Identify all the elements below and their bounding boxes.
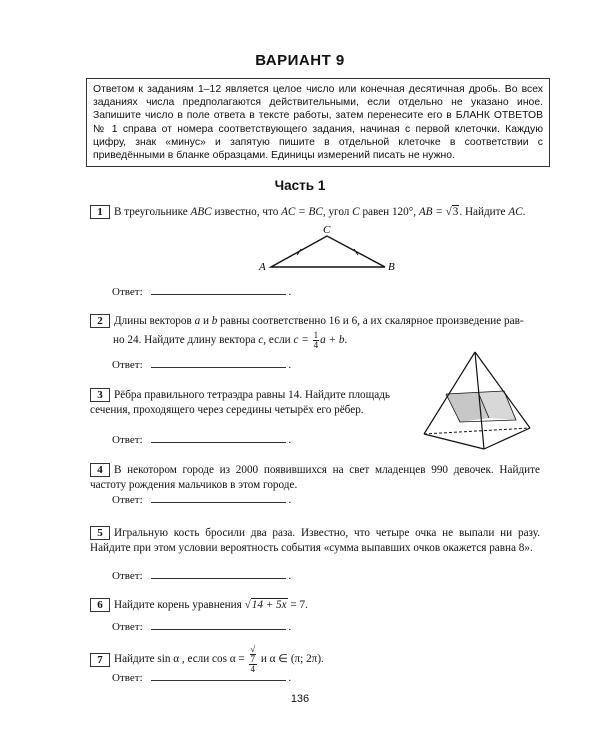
answer-label: Ответ: bbox=[112, 494, 143, 506]
task-text: известно, что bbox=[211, 206, 282, 218]
instructions-box: Ответом к заданиям 1–12 является целое число или конечная десятичная дробь. Во всех заданиях числа предполагаются действительными, если отдельно не указано иное. Запишите число в поле ответа в тексте работы, затем перенесите его в БЛАНК ОТВЕТОВ № 1 справа от номера соответствующего задания, начиная с первой клеточки. Каждую цифру, знак «минус» и запятую пишите в отдельной клеточке в соответствии с приведёнными в бланке образцами. Единицы измерений писать не нужно. bbox=[86, 78, 550, 167]
vertex-b-label: B bbox=[388, 261, 395, 273]
answer-label: Ответ: bbox=[112, 672, 143, 684]
answer-field-7[interactable] bbox=[112, 671, 291, 684]
math-text: ABC bbox=[190, 206, 212, 218]
task-number: 4 bbox=[90, 463, 110, 477]
answer-field-1[interactable] bbox=[112, 285, 291, 298]
math-text: 14 + 5x bbox=[251, 599, 287, 611]
answer-label: Ответ: bbox=[112, 570, 143, 582]
answer-label: Ответ: bbox=[112, 621, 143, 633]
math-text: c = bbox=[293, 334, 312, 347]
tetrahedron-figure bbox=[418, 348, 536, 458]
answer-label: Ответ: bbox=[112, 286, 143, 298]
math-text: AC bbox=[508, 206, 523, 218]
task-number: 7 bbox=[90, 653, 110, 667]
page-number: 136 bbox=[290, 693, 310, 705]
math-text: AC = BC bbox=[281, 206, 323, 218]
answer-field-3[interactable] bbox=[112, 433, 291, 446]
task-text: равны соответственно 16 и 6, а их скалярное произведение рав- bbox=[217, 315, 524, 327]
answer-field-6[interactable] bbox=[112, 620, 291, 633]
math-text: AB = bbox=[418, 206, 446, 218]
answer-field-5[interactable] bbox=[112, 569, 291, 582]
task-text: , если bbox=[263, 334, 294, 347]
task-6: 6 Найдите корень уравнения √14 + 5x = 7. bbox=[90, 598, 540, 613]
task-7 bbox=[90, 645, 540, 674]
answer-label: Ответ: bbox=[112, 359, 143, 371]
task-text: В некотором городе из 2000 появившихся на свет младенцев 990 девочек. Найдите частоту рождения мальчиков в этом городе. bbox=[90, 464, 540, 491]
task-text: и α ∈ (π; 2π). bbox=[258, 653, 324, 666]
answer-end: . bbox=[288, 494, 292, 506]
answer-field-2[interactable] bbox=[112, 358, 291, 371]
math-text: 3 bbox=[452, 206, 459, 218]
math-text: C bbox=[352, 206, 360, 218]
task-text: . bbox=[522, 206, 526, 218]
triangle-figure bbox=[255, 222, 405, 274]
task-4 bbox=[90, 463, 540, 493]
answer-end: . bbox=[288, 570, 292, 582]
answer-end: . bbox=[288, 286, 292, 298]
fraction: $\frac{1}{4}$ bbox=[313, 330, 319, 350]
task-number: 1 bbox=[90, 205, 110, 219]
task-text: . Найдите bbox=[459, 206, 509, 218]
answer-label: Ответ: bbox=[112, 434, 143, 446]
task-text: и bbox=[200, 315, 212, 327]
vertex-c-label: C bbox=[323, 224, 331, 236]
answer-field-4[interactable] bbox=[112, 493, 291, 506]
task-text: Найдите корень уравнения bbox=[114, 599, 245, 611]
task-text: = 7. bbox=[287, 599, 308, 611]
task-text: В треугольнике bbox=[114, 206, 191, 218]
variant-title: ВАРИАНТ 9 bbox=[255, 52, 345, 69]
triangle-shape bbox=[271, 236, 385, 267]
task-text: Игральную кость бросили два раза. Известно, что четыре очка не выпали ни разу. Найдите при этом условии вероятность события «сумма выпавших очков окажется равна 8». bbox=[90, 527, 540, 554]
task-text: Длины векторов bbox=[114, 315, 195, 327]
answer-end: . bbox=[288, 621, 292, 633]
fraction: √ 7 4 bbox=[250, 644, 256, 674]
task-text: но 24. Найдите длину вектора bbox=[113, 334, 259, 347]
task-number: 5 bbox=[90, 526, 110, 540]
answer-end: . bbox=[288, 672, 292, 684]
vector-b: b bbox=[211, 315, 218, 327]
task-text: равен 120°, bbox=[359, 206, 419, 218]
task-5 bbox=[90, 526, 540, 556]
task-2 bbox=[90, 314, 540, 350]
task-text: , угол bbox=[322, 206, 353, 218]
part-title: Часть 1 bbox=[274, 178, 326, 193]
task-text: . bbox=[344, 334, 348, 347]
task-number: 3 bbox=[90, 388, 110, 402]
task-number: 6 bbox=[90, 598, 110, 612]
task-3 bbox=[90, 388, 390, 418]
answer-end: . bbox=[288, 434, 292, 446]
vertex-a-label: A bbox=[259, 261, 266, 273]
vector-a: a bbox=[194, 315, 201, 327]
task-number: 2 bbox=[90, 314, 110, 328]
answer-end: . bbox=[288, 359, 292, 371]
task-text: Найдите sin α , если cos α = bbox=[114, 653, 248, 666]
math-text: a + b bbox=[320, 334, 345, 347]
task-text: Рёбра правильного тетраэдра равны 14. Найдите площадь сечения, проходящего через середины четырёх его рёбер. bbox=[90, 389, 390, 416]
vector-c: c bbox=[258, 334, 264, 347]
task-1: 1 В треугольнике ABC известно, что AC = BC, угол C равен 120°, AB = √3. Найдите AC. bbox=[90, 205, 540, 220]
